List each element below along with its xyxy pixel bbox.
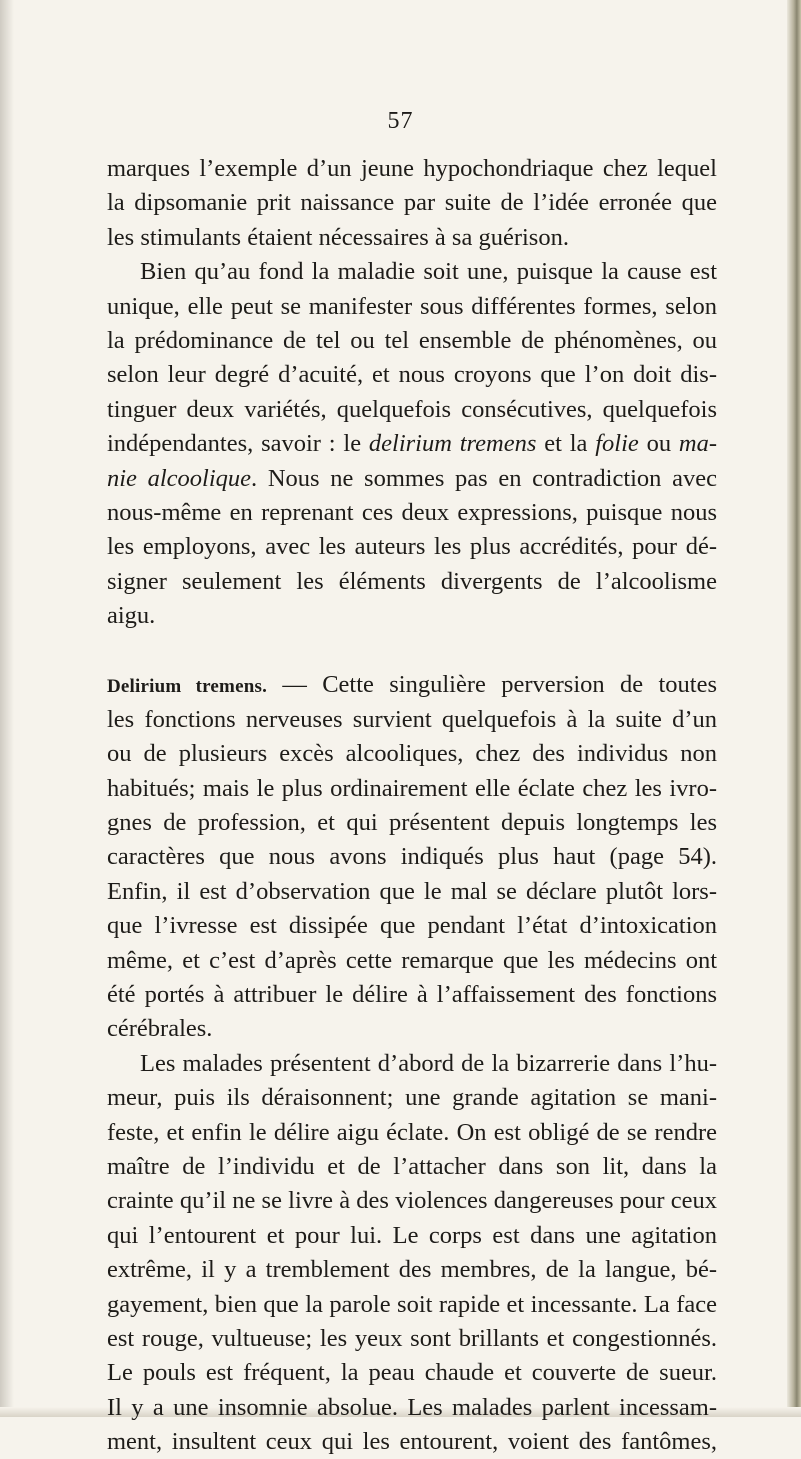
text-line: même, et c’est d’après cette remarque que les médecins ont [107,946,717,974]
text-line: ou de plusieurs excès alcooliques, chez des individus non [107,740,717,768]
paragraph [107,668,717,1046]
text-line: les fonctions nerveuses survient quelquefois à la suite d’un [107,705,717,733]
text-line: habitués; mais le plus ordinairement elle éclate chez les ivro- [107,774,717,802]
italic-term: folie [595,430,639,458]
text-line: ment, insultent ceux qui les entourent, voient des fantômes, [107,1428,717,1456]
text-line: est rouge, vultueuse; les yeux sont brillants et congestionnés. [107,1324,717,1352]
text-line: tinguer deux variétés, quelquefois consécutives, quelquefois [107,395,717,423]
text-line: été portés à attribuer le délire à l’affaissement des fonctions [107,980,717,1008]
text-line: cérébrales. [107,1015,213,1043]
page-number: 57 [387,108,414,134]
italic-term: ma- [678,430,717,458]
text-line: les employons, avec les auteurs les plus accrédités, pour dé- [107,533,717,561]
text-line [107,462,717,496]
text-line: meur, puis ils déraisonnent; une grande agitation se mani- [107,1084,717,1112]
text-run: — Cette singulière perversion de toutes [267,671,717,699]
text-line: caractères que nous avons indiqués plus haut (page 54). [107,843,717,871]
italic-term: delirium tremens [368,430,537,458]
text-line: marques l’exemple d’un jeune hypochondriaque chez lequel [107,155,717,182]
text-run: . Nous ne sommes pas en contradiction avec [251,464,717,492]
text-line: Enfin, il est d’observation que le mal se déclare plutôt lors- [107,877,717,905]
text-line: unique, elle peut se manifester sous différentes formes, selon [107,292,717,320]
text-line: feste, et enfin le délire aigu éclate. On est obligé de se rendre [107,1118,717,1146]
text-line: Bien qu’au fond la maladie soit une, puisque la cause est [140,258,717,286]
text-line: Il y a une insomnie absolue. Les malades parlent incessam- [107,1393,717,1421]
text-line: signer seulement les éléments divergents de l’alcoolisme [107,567,717,595]
text-line: gnes de profession, et qui présentent depuis longtemps les [107,809,717,837]
section-gap [107,633,717,668]
italic-term: nie alcoolique [107,464,252,492]
paragraph [107,1047,717,1459]
text-line: nous-même en reprenant ces deux expressions, puisque nous [107,498,717,526]
paragraph [107,152,717,255]
page-edge [787,0,801,1417]
text-line [107,427,717,461]
body-text [107,152,717,1459]
text-line [107,668,717,702]
text-line: que l’ivresse est dissipée que pendant l’état d’intoxication [107,912,717,940]
text-line: extrême, il y a tremblement des membres, de la langue, bé- [107,1256,717,1284]
section-heading: Delirium tremens. [107,676,268,698]
text-line: qui l’entourent et pour lui. Le corps est dans une agitation [107,1221,717,1249]
text-line: Les malades présentent d’abord de la bizarrerie dans l’hu- [140,1049,717,1077]
text-run: et la [536,430,596,458]
text-line: selon leur degré d’acuité, et nous croyons que l’on doit dis- [107,361,717,389]
text-line: les stimulants étaient nécessaires à sa guérison. [107,223,569,251]
text-run: indépendantes, savoir : le [107,430,369,458]
text-line: maître de l’individu et de l’attacher dans son lit, dans la [107,1152,717,1180]
text-line: aigu. [107,602,156,630]
paragraph [107,255,717,633]
page-gutter-shadow [0,0,14,1417]
text-line: crainte qu’il ne se livre à des violences dangereuses pour ceux [107,1187,717,1215]
text-line: gayement, bien que la parole soit rapide et incessante. La face [107,1290,717,1318]
text-line: la dipsomanie prit naissance par suite de l’idée erronée que [107,189,717,217]
text-line: Le pouls est fréquent, la peau chaude et couverte de sueur. [107,1359,717,1387]
text-run: ou [638,430,679,458]
text-line: la prédominance de tel ou tel ensemble de phénomènes, ou [107,326,717,354]
